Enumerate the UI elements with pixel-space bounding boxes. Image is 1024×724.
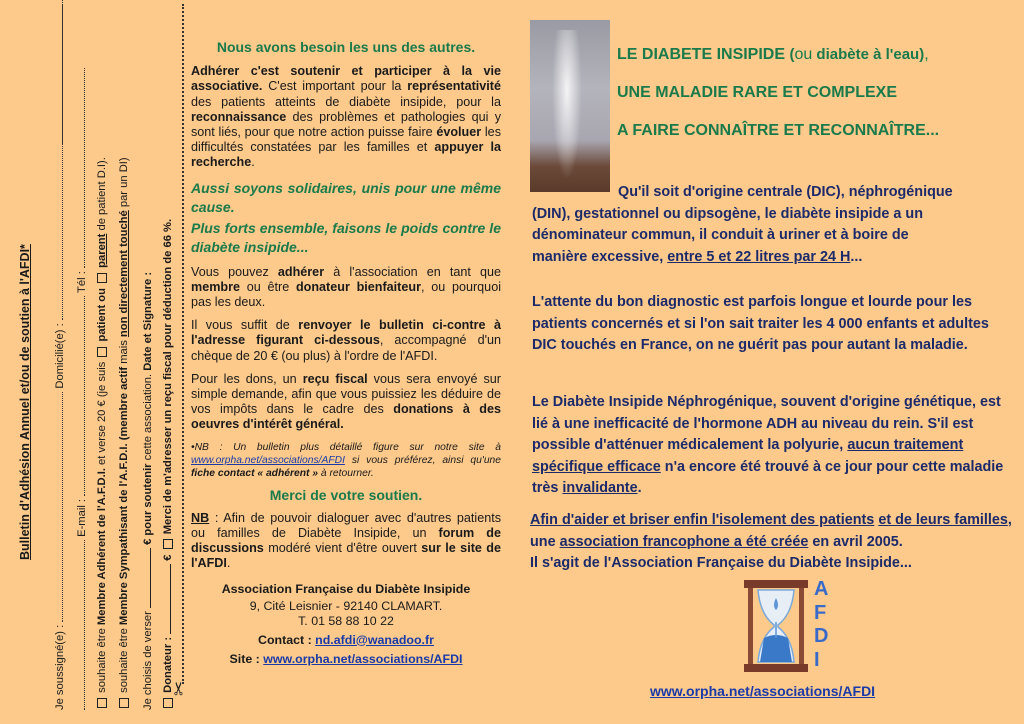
sympathizer-checkbox[interactable] [119,698,129,708]
forum-text-1: : Afin de pouvoir dialoguer avec d'autres patients ou familles de Diabète Insipide, un [191,510,501,541]
nb-small-bold: fiche contact « adhérent » [191,467,319,479]
donate-text-e: Date et Signature : [142,271,154,371]
p1-bold-2: représentativité [407,79,501,94]
contact-line [191,633,501,648]
site-link[interactable]: www.orpha.net/associations/AFDI [263,651,463,666]
p1-text-1: C'est important pour la [262,79,408,94]
right-paragraph-1 [532,182,1012,268]
para1-line-3: dénominateur commun, il conduit à uriner et à boire de [532,227,909,243]
email-label: E-mail : [76,498,88,537]
top-dotted-rule [62,4,63,144]
member-checkbox[interactable] [97,698,107,708]
p2-bold-2: membre [191,279,240,294]
headline-1-main: LE DIABETE INSIPIDE [617,46,790,63]
headline-2: UNE MALADIE RARE ET COMPLEXE [617,84,898,101]
solidarity-line-2: Plus forts ensemble, faisons le poids contre le diabète insipide... [191,219,501,255]
donate-text-c: pour soutenir [142,463,154,536]
paragraph-send-form [191,318,501,364]
p1-bold-5: appuyer la recherche [191,140,501,170]
p2-text-4: , ou pourquoi pas les deux. [191,279,501,310]
water-splash-highlight [552,30,582,180]
coupon-name-line [52,0,66,710]
para3-text-a: Le Diabète Insipide Néphrogénique, souvent d'origine génétique, est lié à une inefficacité de l'hormone ADH au niveau du rein. S'il est possible d'atténuer médicalement la polyurie, [532,394,1001,453]
nb-small-text-1: •NB : Un bulletin plus détaillé figure sur notre site à [191,441,501,453]
symp-text-a: souhaite être [118,628,130,693]
right-paragraph-4 [530,510,1018,575]
para1-line-2: (DIN), gestationnel ou dipsogène, le diabète insipide a un [532,205,923,222]
member-text-a: souhaite être [96,628,108,693]
p1-bold-4: évoluer [436,125,482,140]
coupon-contact-line [74,68,88,710]
donate-text-d: cette association. [142,373,154,461]
headline-1-comma: , [924,46,929,63]
forum-bold-1: forum de discussions [191,526,501,556]
member-text-b: Membre Adhérent de l'A.F.D.I. [96,468,108,626]
donor-euro: € [162,554,174,561]
hourglass-left-post [748,588,753,664]
afdi-letter-a: A [814,578,829,600]
paragraph-forum [191,511,501,572]
patient-checkbox[interactable] [97,347,107,357]
nb-small-text-2: si vous préférez, ainsi qu'une [344,454,501,466]
p4-text-2: vous sera envoyé sur simple demande, afin que vous puissiez les déduire de vos impôts dans le cadre des [191,371,502,417]
email-field[interactable] [74,296,85,496]
address-line-1: 9, Cité Leisnier - 92140 CLAMART. [249,598,443,613]
member-text-d: patient ou [96,288,108,342]
para4-text-3: en avril 2005. [808,533,903,550]
nb-label: NB [191,510,210,525]
cut-line [182,4,184,684]
p1-text-5: . [251,155,255,170]
phone-field[interactable] [74,68,85,268]
p3-bold-1: renvoyer le bulletin ci-contre à l'adresse figurant ci-dessous [191,318,501,348]
headline-3: A FAIRE CONNAÎTRE ET RECONNAÎTRE... [617,122,940,139]
para3-underline-1: aucun traitement spécifique efficace [532,437,964,475]
coupon-sympathizer-line [118,157,130,710]
p2-bold-3: donateur bienfaiteur [295,279,421,294]
donor-checkbox[interactable] [163,698,173,708]
para1-line-4 [532,247,1012,269]
hourglass-logo-icon [742,578,810,674]
p1-text-4: les difficultés constatées par les familles et [191,125,501,155]
paragraph-adherer [191,64,501,170]
solidarity-line-1: Aussi soyons solidaires, unis pour une même cause. [191,179,501,215]
address-line-2: T. 01 58 88 10 22 [298,613,394,628]
coupon-rotated-content [10,20,180,710]
afdi-letters [814,578,828,672]
symp-text-f: par un DI) [118,157,130,208]
para4-line-2: Il s'agit de l'Association Française du Diabète Insipide... [530,555,912,571]
p3-text-1: Il vous suffit de [191,318,299,333]
donor-label: Donateur : [162,636,174,693]
site-label: Site : [229,651,264,666]
p4-bold-1: reçu fiscal [302,371,368,386]
headline-block [617,46,1017,160]
nb-small-text-3: à retourner. [318,467,374,479]
forum-text-2: modéré vient d'être ouvert [263,541,422,556]
para3-text-b: n'a encore été trouvé à ce jour pour cette maladie très [532,458,1004,496]
paragraph-membership [191,265,501,311]
receipt-checkbox[interactable] [163,539,173,549]
contact-label: Contact : [258,632,316,647]
para3-text-c: . [637,480,642,496]
coupon-member-line [96,157,108,710]
forum-text-3: . [226,556,231,571]
p2-text-1: Vous pouvez [191,264,278,279]
name-field[interactable] [52,392,63,622]
headline-1-rest: diabète à l'eau) [812,46,925,63]
afdi-website-link[interactable]: www.orpha.net/associations/AFDI [650,683,876,699]
p3-text-2: , accompagné d'un chèque de 20 € (ou plus) à l'ordre de l'AFDI. [191,333,501,363]
contact-lead-dots [74,540,85,710]
water-splash-photo [530,20,610,192]
right-paragraph-2: L'attente du bon diagnostic est parfois longue et lourde pour les patients concernés et si l'on sait traiter les 4 000 enfants et adultes DIC touchés en France, on ne guérit pas pour autant la maladie. [532,294,989,353]
p2-bold-1: adhérer [277,264,325,279]
para4-underline-2: et de leurs familles [878,512,1008,528]
symp-text-b: Membre Sympathisant de l'A.F.D.I. [118,443,130,626]
headline-1 [617,46,1017,84]
p4-bold-2: donations à des oeuvres d'intérêt général. [191,402,501,432]
address-label: Domicilié(e) : [54,323,66,389]
name-label: Je soussigné(e) : [54,624,66,710]
afdi-letter-f: F [814,601,827,624]
para4-underline-3: association francophone a été créée [559,533,809,550]
member-text-e: parent [96,233,108,268]
para1-line-4a: manière excessive, [532,248,668,265]
site-line [191,652,501,667]
donation-amount-field[interactable] [140,548,151,608]
paragraph-nb-small [191,441,501,480]
coupon-donation-line [140,272,154,710]
nb-small-link[interactable]: www.orpha.net/associations/AFDI [191,454,345,466]
parent-checkbox[interactable] [97,273,107,283]
para3-underline-2: invalidante [562,480,638,496]
coupon-title: Bulletin d'Adhésion Annuel et/ou de soutien à l'AFDI* [18,244,32,560]
hourglass-top-bar [744,580,808,588]
paragraph-donations [191,372,501,433]
symp-text-d: mais [118,340,130,364]
membership-coupon [10,20,180,720]
receipt-text: Merci de m'adresser un reçu fiscal pour déduction de 66 %. [162,218,174,535]
p4-text-1: Pour les dons, un [191,371,303,386]
para1-line-4b: ... [850,248,863,265]
member-text-c: et verse 20 € (je suis [96,361,108,465]
para1-line-1: Qu'il soit d'origine centrale (DIC), néphrogénique [618,184,953,200]
donate-text-a: Je choisis de verser [142,611,154,710]
p1-bold-3: reconnaissance [191,109,287,124]
para1-line-4u: entre 5 et 22 litres par 24 H [667,248,851,265]
middle-heading: Nous avons besoin les uns des autres. [216,39,476,55]
p1-bold-1: Adhérer c'est soutenir et participer à la vie associative. [191,64,501,94]
middle-column [191,40,501,675]
afdi-letter-i: I [814,648,820,671]
para4-text-2: , une [530,512,1012,550]
phone-label: Tél : [76,271,88,293]
thanks-heading: Merci de votre soutien. [269,486,423,503]
symp-text-c: (membre actif [118,366,130,441]
coupon-donor-line [160,219,174,710]
p1-text-3: des problèmes et pathologies qui y sont liés, pour que notre action puisse faire [191,109,501,140]
donate-euro: € [142,538,154,545]
hourglass-bottom-bar [744,664,808,672]
para4-underline-1: Afin d'aider et briser enfin l'isolement des patients [530,512,875,528]
afdi-letter-d: D [814,625,829,647]
org-name: Association Française du Diabète Insipide [221,581,471,596]
p1-text-2: des patients atteints de diabète insipide, pour la [191,94,501,109]
headline-1-paren: ( [789,46,795,63]
hourglass-right-post [799,588,804,664]
member-text-f: de patient D.I). [96,157,108,231]
p2-text-3: ou être [240,279,296,294]
forum-bold-2: sur le site de l'AFDI [191,541,501,571]
symp-text-e: non directement touché [118,210,130,338]
scissors-icon: ✂ [169,680,190,697]
hourglass-water [760,635,792,662]
headline-1-ou: ou [794,46,813,63]
right-paragraph-3 [532,392,1012,500]
p2-text-2: à l'association en tant que [324,264,501,279]
donor-amount-field[interactable] [160,564,171,634]
contact-email-link[interactable]: nd.afdi@wanadoo.fr [315,632,434,647]
